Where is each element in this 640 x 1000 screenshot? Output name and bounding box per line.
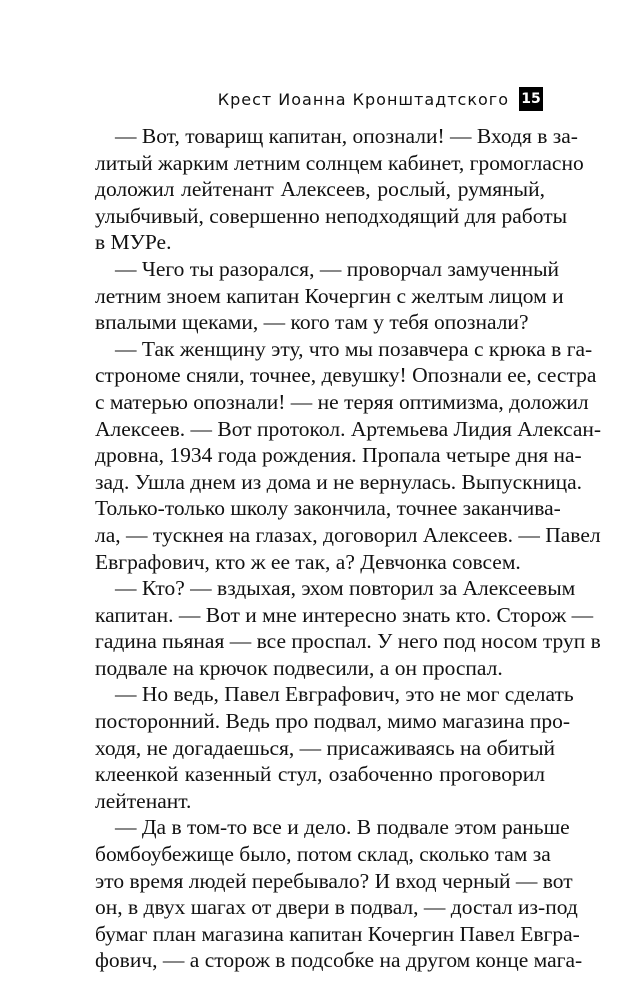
running-header [218, 86, 543, 112]
text-line: Алексеев. — Вот протокол. Артемьева Лидия Алексан- [95, 416, 602, 441]
text-line: строноме сняли, точнее, девушку! Опознали ее, сестра [95, 363, 597, 388]
text-line: подвале на крючок подвесили, а он проспал. [95, 655, 503, 680]
running-header-title: Крест Иоанна Кронштадтского [217, 89, 509, 109]
text-line: гадина пьяная — все проспал. У него под носом труп в [95, 629, 601, 654]
text-line: летним зноем капитан Кочергин с желтым лицом и [95, 283, 564, 308]
text-line: ла, — тускнея на глазах, договорил Алексеев. — Павел [95, 522, 601, 547]
text-line: — Вот, товарищ капитан, опознали! — Входя в за- [115, 124, 578, 148]
text-line: — Но ведь, Павел Евграфович, это не мог сделать [115, 682, 574, 707]
text-line: зад. Ушла днем из дома и не вернулась. Выпускница. [95, 469, 583, 494]
text-line: Только-только школу закончила, точнее заканчива- [95, 496, 561, 521]
text-line: он, в двух шагах от двери в подвал, — достал из-под [95, 895, 578, 920]
text-line: дровна, 1934 года рождения. Пропала четыре дня на- [95, 443, 582, 468]
text-line: посторонний. Ведь про подвал, мимо магазина про- [95, 709, 571, 734]
text-line: бумаг план магазина капитан Кочергин Павел Евгра- [95, 921, 580, 946]
text-line: лейтенант. [95, 788, 192, 813]
text-line: — Кто? — вздыхая, эхом повторил за Алексеевым [115, 576, 576, 601]
text-line: капитан. — Вот и мне интересно знать кто. Сторож — [95, 602, 594, 627]
page-number: 15 [519, 87, 543, 111]
text-line: — Да в том-то все и дело. В подвале этом раньше [115, 815, 570, 840]
text-line: ходя, не догадаешься, — присаживаясь на обитый [95, 735, 556, 760]
text-line: с матерью опознали! — не теряя оптимизма, доложил [95, 389, 589, 414]
text-line: в МУРе. [95, 230, 172, 255]
text-line: впалыми щеками, — кого там у тебя опознали? [95, 310, 529, 335]
body-text [95, 123, 602, 974]
text-line: клеенкой казенный стул, озабоченно проговорил [95, 762, 545, 787]
text-line: — Так женщину эту, что мы позавчера с крюка в га- [115, 336, 593, 361]
text-line: улыбчивый, совершенно неподходящий для работы [95, 203, 568, 228]
text-line: доложил лейтенант Алексеев, рослый, румяный, [95, 177, 545, 202]
text-line: литый жарким летним солнцем кабинет, громогласно [95, 150, 584, 175]
text-line: — Чего ты разорался, — проворчал замученный [115, 256, 560, 281]
text-line: фович, — а сторож в подсобке на другом конце мага- [95, 948, 583, 973]
text-line: Евграфович, кто ж ее так, а? Девчонка совсем. [95, 549, 521, 574]
text-line: это время людей перебывало? И вход черный — вот [95, 868, 573, 893]
text-line: бомбоубежище было, потом склад, сколько там за [95, 842, 551, 867]
